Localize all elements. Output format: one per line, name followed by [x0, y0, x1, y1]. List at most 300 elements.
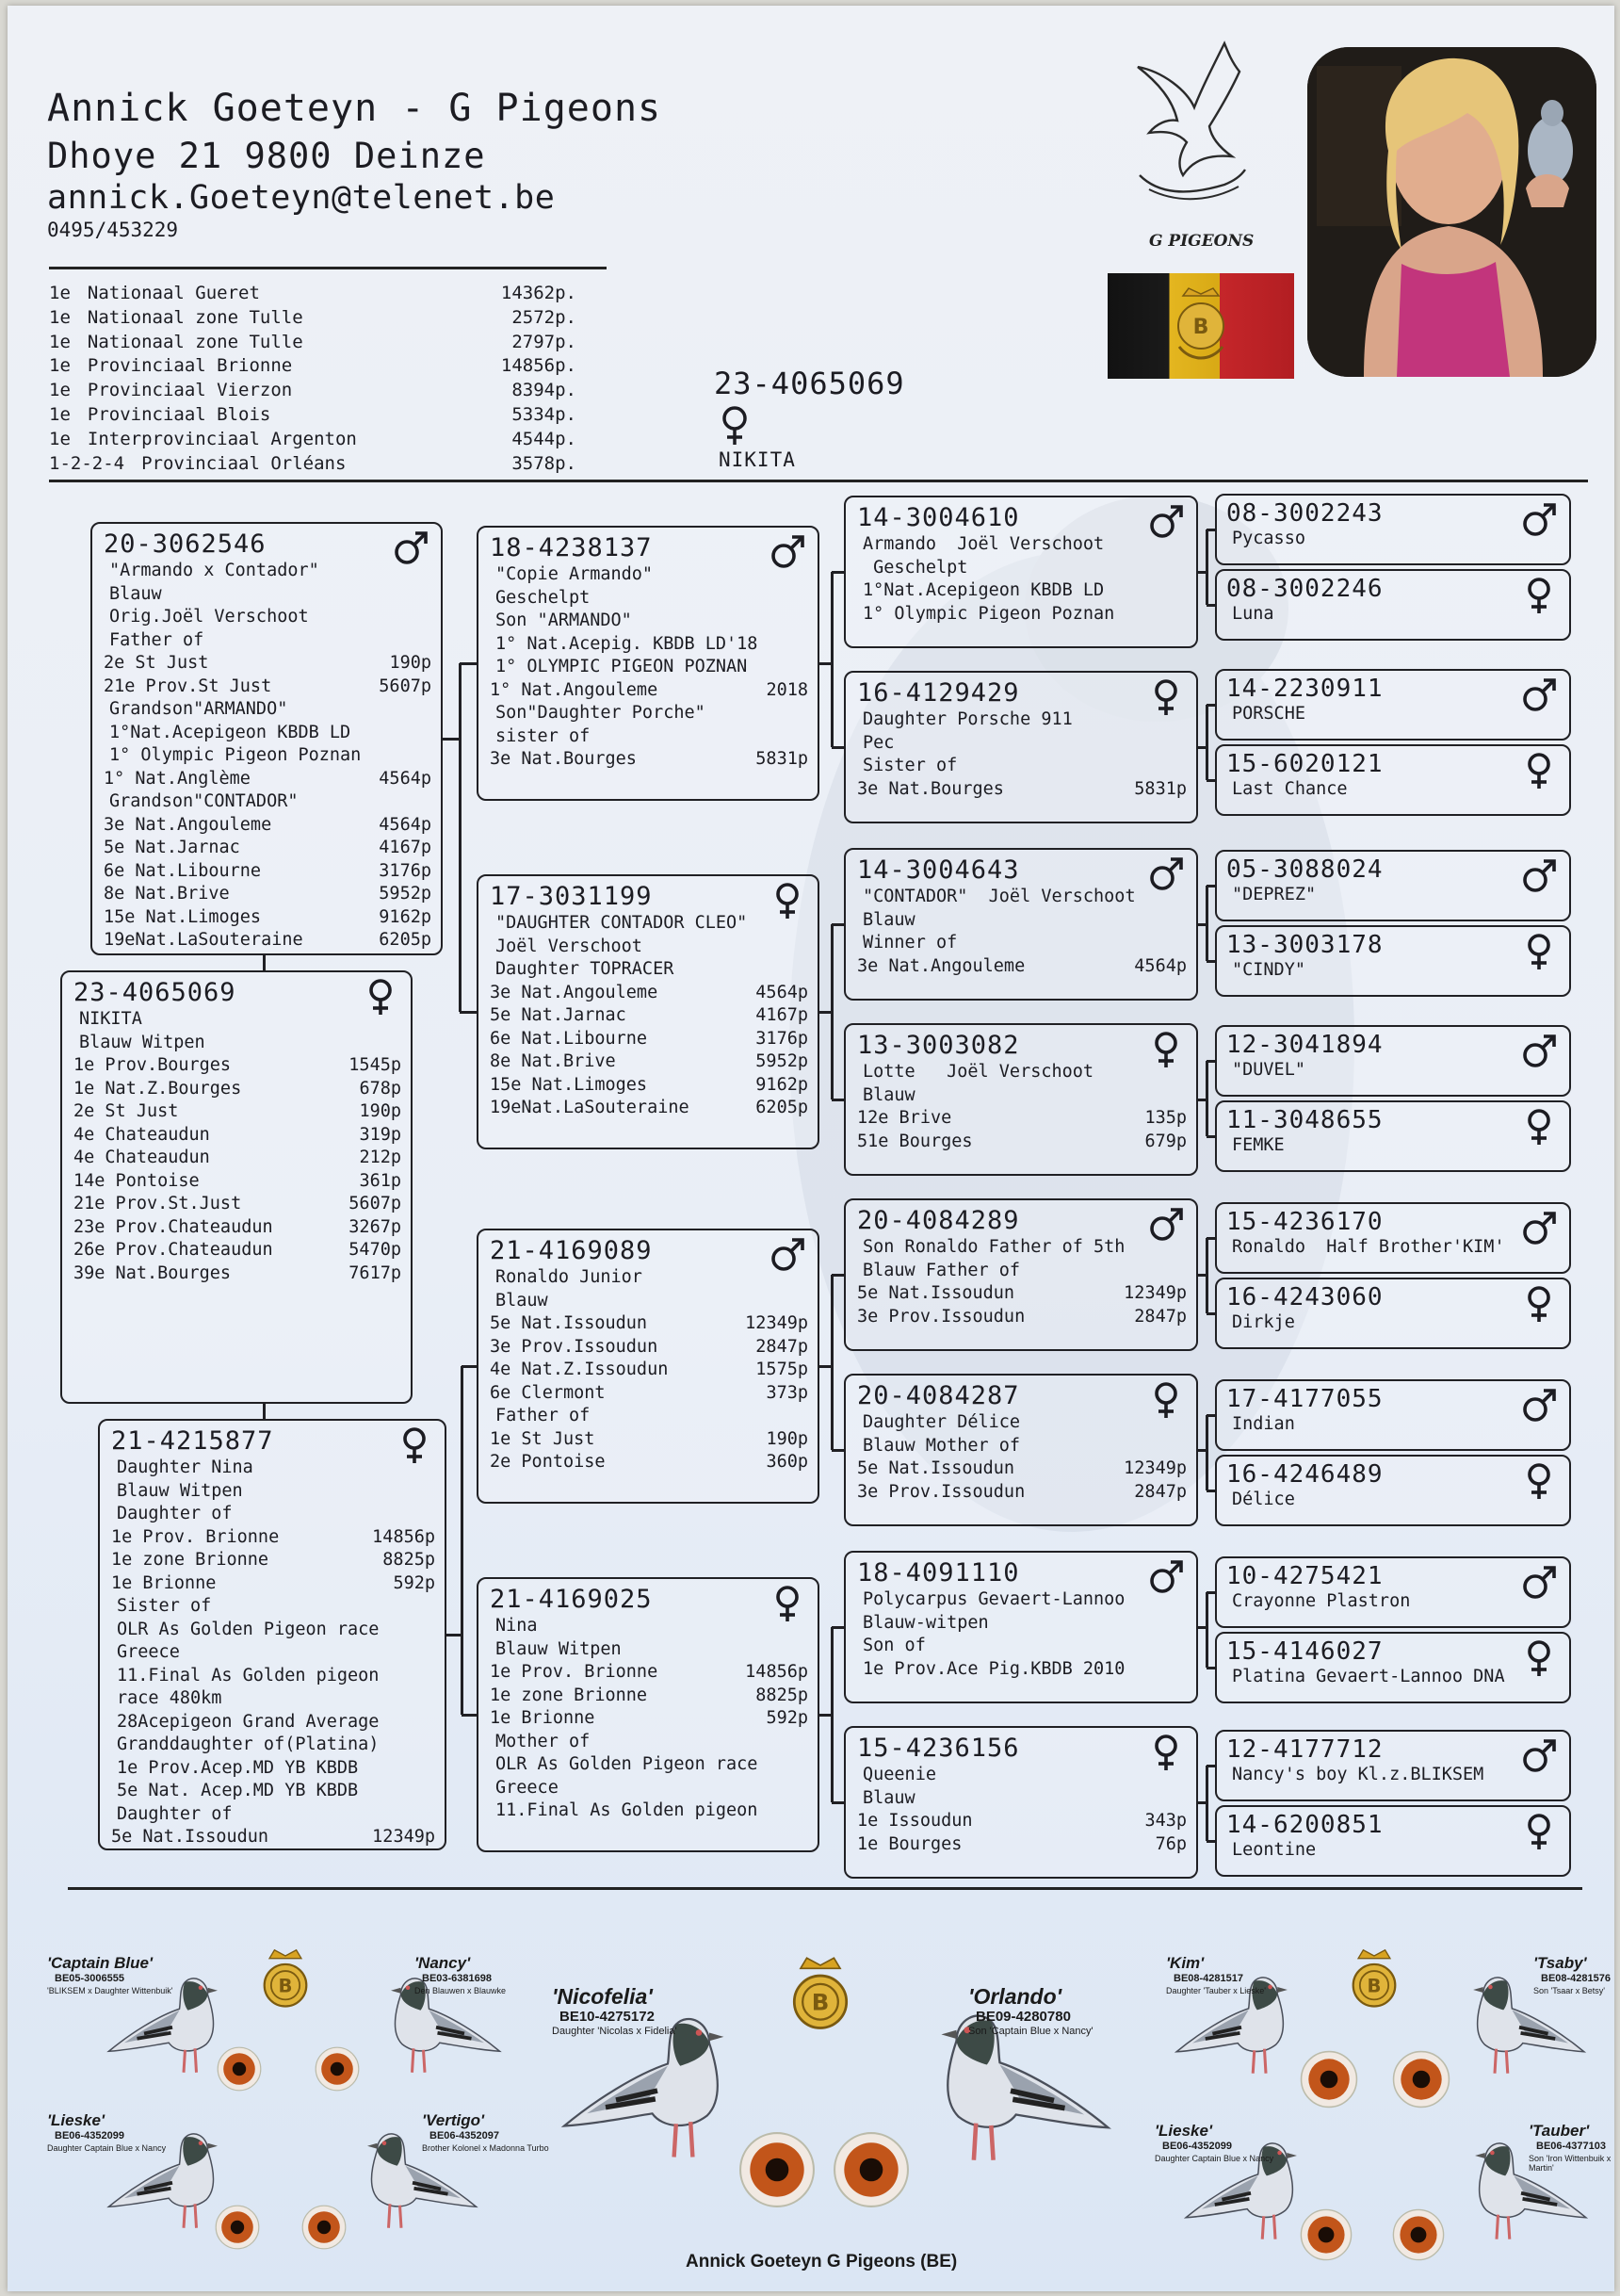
- result-row: [49, 355, 576, 376]
- pedigree-box-13-3003178: [1215, 925, 1571, 997]
- banner-pigeon-parents: 'BLIKSEM x Daughter Wittenbuik': [47, 1986, 173, 1995]
- pedigree-line: [1226, 778, 1560, 802]
- ring-number: 16-4129429: [857, 678, 1020, 708]
- line-text: Daughter TOPRACER: [495, 959, 674, 979]
- line-count: 14856p: [372, 1526, 435, 1547]
- banner-pigeon-ring: BE10-4275172: [559, 2009, 655, 2025]
- pedigree-line: [73, 1239, 401, 1262]
- tree-connector: [831, 924, 834, 1099]
- banner-pigeon-name: 'Nicofelia': [552, 1984, 653, 2009]
- line-text: "CINDY": [1232, 960, 1305, 980]
- kbdb-medal-icon: [1166, 286, 1236, 366]
- result-row: [49, 332, 576, 352]
- line-text: Blauw: [863, 909, 915, 930]
- line-text: Blauw-witpen: [863, 1612, 989, 1633]
- breeder-email: annick.Goeteyn@telenet.be: [47, 179, 556, 217]
- pedigree-line: [857, 579, 1187, 603]
- male-icon: [1520, 501, 1558, 539]
- result-place-race: [49, 307, 303, 328]
- line-text: Daughter of: [117, 1803, 233, 1824]
- ring-number: 12-3041894: [1226, 1031, 1384, 1059]
- line-count: 12349p: [745, 1313, 808, 1333]
- result-race: Nationaal Gueret: [87, 283, 260, 303]
- line-count: 76p: [1155, 1833, 1187, 1854]
- line-text: Ronaldo Half Brother'KIM': [1232, 1237, 1505, 1257]
- line-text: Délice: [1232, 1490, 1295, 1509]
- line-text: Nancy's boy Kl.z.BLIKSEM: [1232, 1765, 1484, 1784]
- banner-pigeon-ring: BE08-4281576: [1541, 1973, 1612, 1984]
- line-count: 319p: [359, 1124, 401, 1145]
- tree-connector: [831, 572, 834, 747]
- pedigree-line: [490, 1074, 808, 1098]
- banner-pigeon-ring: BE05-3006555: [55, 1973, 125, 1984]
- tree-connector: [1207, 1667, 1215, 1669]
- line-text: Pec: [863, 732, 895, 753]
- svg-text:B: B: [1367, 1975, 1382, 1997]
- line-count: 8825p: [382, 1550, 435, 1570]
- ring-number: 23-4065069: [73, 978, 236, 1007]
- pigeon-eye-picture: [833, 2131, 910, 2208]
- result-row: [49, 307, 576, 328]
- line-count: 3176p: [379, 860, 431, 881]
- pigeon-eye-picture: [215, 2205, 260, 2250]
- line-count: 9162p: [755, 1074, 808, 1095]
- pedigree-line: [490, 1685, 808, 1708]
- line-text: Orig.Joël Verschoot: [109, 607, 309, 627]
- line-count: 4564p: [1134, 955, 1187, 976]
- pedigree-box-17-3031199: [477, 874, 819, 1149]
- tree-connector: [1207, 604, 1215, 607]
- result-pigeons: 4544p.: [511, 428, 576, 449]
- line-text: 15e Nat.Limoges: [490, 1074, 648, 1095]
- line-text: Ronaldo Junior: [495, 1267, 642, 1287]
- line-text: 1e Prov.Acep.MD YB KBDB: [117, 1757, 359, 1778]
- line-text: Father of: [495, 1406, 591, 1425]
- pedigree-line: [73, 1170, 401, 1194]
- pigeon-eye-picture: [217, 2046, 262, 2092]
- banner-pigeon-name: 'Lieske': [1155, 2122, 1213, 2140]
- pedigree-box-10-4275421: [1215, 1556, 1571, 1628]
- line-text: 15e Nat.Limoges: [104, 906, 262, 927]
- line-text: 3e Nat.Bourges: [490, 749, 637, 769]
- pedigree-line: [1226, 1489, 1560, 1512]
- female-icon: [1520, 933, 1558, 970]
- ring-number: 15-6020121: [1226, 750, 1384, 778]
- male-icon: [1520, 1564, 1558, 1602]
- kbdb-medal-icon: [1343, 1948, 1405, 2019]
- pedigree-line: [857, 533, 1187, 557]
- line-text: Lotte Joël Verschoot: [863, 1062, 1094, 1082]
- line-count: 360p: [766, 1452, 808, 1472]
- line-count: 6205p: [755, 1098, 808, 1117]
- banner-pigeon-ring: BE06-4352099: [55, 2130, 125, 2141]
- line-count: 5952p: [755, 1051, 808, 1071]
- pedigree-line: [111, 1757, 435, 1781]
- line-text: Blauw Mother of: [863, 1435, 1021, 1456]
- banner-pigeon-name: 'Kim': [1166, 1954, 1205, 1972]
- pedigree-line: [104, 583, 431, 607]
- pedigree-line: [490, 1638, 808, 1662]
- line-text: 21e Prov.St.Just: [73, 1194, 242, 1213]
- pedigree-line: [1226, 1839, 1560, 1863]
- ring-number: 15-4236156: [857, 1734, 1020, 1763]
- pedigree-line: [111, 1687, 435, 1711]
- banner-pigeon-parents: Brother Kolonel x Madonna Turbo: [422, 2143, 549, 2153]
- ring-number: 17-3031199: [490, 882, 653, 911]
- line-text: "DUVEL": [1232, 1060, 1305, 1080]
- tree-connector: [1206, 1061, 1208, 1136]
- pedigree-box-16-4243060: [1215, 1278, 1571, 1349]
- pedigree-line: [857, 1084, 1187, 1108]
- banner-pigeon-parents: Son 'Iron Wittenbuik x Martin': [1529, 2154, 1612, 2173]
- line-count: 1575p: [755, 1360, 808, 1379]
- pedigree-line: [1226, 1590, 1560, 1614]
- male-icon: [1520, 1210, 1558, 1247]
- line-text: 5e Nat.Issoudun: [111, 1827, 269, 1847]
- pigeon-eye-picture: [315, 2046, 360, 2092]
- tree-connector: [1206, 886, 1208, 961]
- line-text: 3e Prov.Issoudun: [857, 1306, 1026, 1327]
- line-text: 4e Chateaudun: [73, 1148, 210, 1167]
- line-text: Blauw: [863, 1787, 915, 1808]
- line-count: 2847p: [1134, 1306, 1187, 1327]
- pedigree-line: [111, 1734, 435, 1757]
- pedigree-box-18-4091110: [844, 1551, 1198, 1703]
- result-place: 1e: [49, 283, 71, 303]
- line-text: 4e Chateaudun: [73, 1124, 210, 1145]
- line-text: Joël Verschoot: [495, 936, 642, 956]
- result-row: [49, 429, 576, 449]
- result-pigeons: 5334p.: [511, 404, 576, 425]
- pedigree-box-15-4236170: [1215, 1202, 1571, 1274]
- pedigree-line: [857, 1764, 1187, 1787]
- line-count: 679p: [1144, 1131, 1187, 1151]
- pedigree-line: [111, 1526, 435, 1550]
- ring-number: 08-3002243: [1226, 499, 1384, 528]
- line-text: Geschelpt: [863, 557, 968, 578]
- pedigree-line: [857, 1833, 1187, 1857]
- svg-text:B: B: [278, 1975, 293, 1997]
- line-text: 6e Nat.Libourne: [490, 1028, 648, 1049]
- pedigree-line: [111, 1826, 435, 1849]
- line-text: 1° Olympic Pigeon Poznan: [863, 603, 1115, 624]
- tree-connector: [1207, 1490, 1215, 1492]
- pedigree-box-21-4169089: [477, 1229, 819, 1504]
- line-text: Daughter Délice: [863, 1412, 1021, 1432]
- pedigree-line: [73, 1147, 401, 1170]
- pedigree-line: [104, 837, 431, 860]
- male-icon: [1520, 1737, 1558, 1775]
- line-count: 5831p: [1134, 778, 1187, 799]
- line-text: Daughter of: [117, 1504, 233, 1523]
- pedigree-line: [857, 1588, 1187, 1612]
- pedigree-line: [1226, 1236, 1560, 1260]
- line-text: FEMKE: [1232, 1135, 1285, 1155]
- pedigree-line: [104, 860, 431, 884]
- tree-connector: [1207, 779, 1215, 782]
- pedigree-line: [857, 1131, 1187, 1154]
- banner-pigeon-name: 'Nancy': [414, 1954, 471, 1972]
- result-pigeons: 14362p.: [500, 283, 576, 303]
- pedigree-line: [490, 563, 808, 587]
- dove-hand-logo: [1121, 34, 1253, 227]
- pedigree-box-21-4169025: [477, 1577, 819, 1852]
- pedigree-line: [104, 698, 431, 722]
- pedigree-line: [104, 722, 431, 745]
- line-count: 12349p: [1124, 1458, 1187, 1478]
- pedigree-line: [490, 1359, 808, 1382]
- pedigree-line: [857, 1481, 1187, 1505]
- banner-pigeon-parents: Son 'Tsaar x Betsy': [1533, 1986, 1605, 1995]
- pedigree-line: [857, 778, 1187, 802]
- line-text: 2e St Just: [104, 653, 209, 673]
- female-icon: [1520, 1639, 1558, 1677]
- pedigree-box-05-3088024: [1215, 850, 1571, 921]
- pedigree-line: [857, 1435, 1187, 1458]
- male-icon: [1147, 1558, 1185, 1596]
- tree-connector: [460, 662, 477, 665]
- female-icon: [1520, 577, 1558, 614]
- pedigree-line: [490, 1451, 808, 1474]
- line-text: 11.Final As Golden pigeon: [117, 1665, 380, 1685]
- pedigree-line: [111, 1549, 435, 1572]
- line-text: Greece: [117, 1642, 180, 1662]
- pigeon-eye-picture: [1300, 2208, 1353, 2261]
- svg-text:B: B: [811, 1988, 830, 2016]
- result-place: 1-2-2-4: [49, 452, 125, 474]
- main-ring-number: 23-4065069: [714, 366, 905, 401]
- pedigree-line: [73, 1032, 401, 1055]
- line-count: 4564p: [379, 814, 431, 835]
- female-icon: [769, 882, 806, 920]
- ring-number: 12-4177712: [1226, 1735, 1384, 1764]
- line-text: Mother of: [495, 1731, 591, 1751]
- result-pigeons: 14856p.: [500, 355, 576, 377]
- line-text: 1e Bourges: [857, 1833, 963, 1854]
- line-text: 5e Nat.Jarnac: [104, 838, 240, 857]
- pedigree-line: [73, 1100, 401, 1124]
- line-count: 5470p: [348, 1240, 401, 1260]
- result-pigeons: 2572p.: [511, 306, 576, 328]
- result-race: Provinciaal Vierzon: [87, 380, 293, 401]
- pedigree-box-23-4065069: [60, 970, 413, 1404]
- line-text: 3e Nat.Bourges: [857, 778, 1004, 799]
- tree-connector: [1207, 885, 1215, 887]
- tree-connector: [831, 1627, 834, 1802]
- tree-connector: [443, 738, 460, 741]
- pedigree-line: [104, 906, 431, 930]
- line-text: 12e Brive: [857, 1108, 952, 1128]
- result-place: 1e: [49, 331, 71, 352]
- line-count: 678p: [359, 1078, 401, 1099]
- line-text: Geschelpt: [495, 587, 591, 608]
- female-icon: [1520, 1108, 1558, 1146]
- kbdb-medal-icon: [254, 1948, 316, 2019]
- pedigree-line: [111, 1780, 435, 1803]
- line-text: Son Ronaldo Father of 5th: [863, 1237, 1126, 1257]
- result-place: 1e: [49, 355, 71, 377]
- line-count: 4167p: [755, 1005, 808, 1025]
- result-place: 1e: [49, 428, 71, 449]
- tree-connector: [832, 923, 844, 926]
- pedigree-box-11-3048655: [1215, 1100, 1571, 1172]
- line-text: "DAUGHTER CONTADOR CLEO": [495, 913, 748, 933]
- pedigree-line: [857, 603, 1187, 627]
- header-divider: [49, 267, 607, 269]
- male-icon: [1520, 676, 1558, 714]
- pedigree-line: [1226, 603, 1560, 627]
- line-count: 12349p: [1124, 1283, 1187, 1303]
- pigeon-eye-picture: [1300, 2050, 1358, 2109]
- pedigree-line: [1226, 1134, 1560, 1158]
- pedigree-box-13-3003082: [844, 1023, 1198, 1176]
- line-text: 8e Nat.Brive: [490, 1051, 616, 1071]
- female-icon: [1520, 1462, 1558, 1500]
- pedigree-line: [490, 1707, 808, 1731]
- line-text: Polycarpus Gevaert-Lannoo: [863, 1589, 1126, 1609]
- pedigree-line: [857, 1260, 1187, 1283]
- line-count: 5607p: [348, 1194, 401, 1213]
- line-text: Crayonne Plastron: [1232, 1591, 1411, 1611]
- pedigree-line: [73, 1216, 401, 1240]
- tree-connector: [1207, 529, 1215, 531]
- result-row: [49, 380, 576, 400]
- male-icon: [392, 529, 429, 567]
- line-count: 3176p: [755, 1028, 808, 1049]
- pedigree-line: [490, 1050, 808, 1074]
- pedigree-line: [104, 883, 431, 906]
- banner-pigeon-ring: BE09-4280780: [976, 2009, 1071, 2025]
- pedigree-line: [1226, 1311, 1560, 1335]
- line-text: 5e Nat.Issoudun: [857, 1283, 1015, 1303]
- result-place-race: [49, 332, 303, 352]
- line-text: 1° OLYMPIC PIGEON POZNAN: [495, 657, 748, 676]
- female-icon: [718, 405, 752, 447]
- pedigree-line: [104, 652, 431, 676]
- tree-connector: [832, 746, 844, 749]
- line-count: 12349p: [372, 1827, 435, 1847]
- pedigree-line: [1226, 1764, 1560, 1787]
- pigeon-eye-picture: [1392, 2208, 1445, 2261]
- pedigree-line: [490, 936, 808, 959]
- female-icon: [1147, 1031, 1185, 1068]
- pedigree-line: [857, 909, 1187, 933]
- pedigree-box-14-6200851: [1215, 1805, 1571, 1877]
- pedigree-line: [73, 1193, 401, 1216]
- pedigree-line: [490, 1028, 808, 1051]
- result-row: [49, 453, 576, 474]
- pedigree-line: [490, 1615, 808, 1638]
- result-row: [49, 283, 576, 303]
- tree-connector: [263, 1404, 266, 1419]
- tree-connector: [462, 1365, 477, 1368]
- pedigree-line: [857, 1306, 1187, 1329]
- pedigree-box-18-4238137: [477, 526, 819, 801]
- pedigree-line: [1226, 703, 1560, 726]
- tree-connector: [1207, 1765, 1215, 1767]
- result-place-race: [49, 355, 292, 376]
- line-text: Blauw: [863, 1084, 915, 1105]
- banner-pigeon-ring: BE06-4377103: [1536, 2141, 1607, 2152]
- pedigree-line: [490, 1097, 808, 1120]
- line-text: Nina: [495, 1616, 538, 1636]
- ring-number: 05-3088024: [1226, 855, 1384, 884]
- pedigree-box-21-4215877: [98, 1419, 446, 1850]
- pedigree-line: [490, 912, 808, 936]
- ring-number: 13-3003082: [857, 1031, 1020, 1060]
- pedigree-line: [104, 814, 431, 838]
- pedigree-line: [490, 679, 808, 703]
- pigeon-eye-picture: [1392, 2050, 1450, 2109]
- line-text: Winner of: [863, 933, 958, 953]
- male-icon: [769, 1236, 806, 1274]
- line-text: 1e Issoudun: [857, 1811, 973, 1831]
- line-text: Sister of: [863, 756, 958, 775]
- line-text: 14e Pontoise: [73, 1170, 200, 1191]
- pedigree-line: [1226, 1666, 1560, 1689]
- pedigree-line: [111, 1503, 435, 1526]
- line-text: 26e Prov.Chateaudun: [73, 1240, 273, 1260]
- main-pigeon-name: NIKITA: [719, 448, 796, 471]
- pedigree-line: [111, 1480, 435, 1504]
- pedigree-line: [104, 744, 431, 768]
- line-count: 5952p: [379, 884, 431, 904]
- result-race: Provinciaal Blois: [87, 404, 271, 425]
- tree-connector: [832, 1626, 844, 1629]
- tree-connector: [1207, 1135, 1215, 1138]
- line-text: Daughter Nina: [117, 1457, 253, 1477]
- line-text: Luna: [1232, 604, 1274, 624]
- pedigree-line: [73, 1078, 401, 1101]
- line-text: 1e Prov.Bourges: [73, 1055, 232, 1075]
- svg-text:B: B: [1192, 316, 1209, 339]
- pedigree-line: [1226, 959, 1560, 983]
- banner-pigeon-parents: Den Blauwen x Blauwke: [414, 1986, 507, 1995]
- pedigree-line: [490, 656, 808, 679]
- pedigree-box-15-4236156: [844, 1726, 1198, 1879]
- result-place: 1e: [49, 306, 71, 328]
- tree-connector: [1206, 529, 1208, 605]
- line-count: 7617p: [348, 1262, 401, 1283]
- line-count: 592p: [393, 1572, 435, 1593]
- ring-number: 08-3002246: [1226, 575, 1384, 603]
- pedigree-line: [490, 1753, 808, 1777]
- line-count: 135p: [1144, 1108, 1187, 1128]
- line-text: Blauw: [109, 583, 162, 604]
- pedigree-line: [490, 1266, 808, 1290]
- female-icon: [1147, 1734, 1185, 1771]
- line-text: 5e Nat.Jarnac: [490, 1005, 626, 1025]
- line-text: Father of: [109, 629, 204, 650]
- banner-pigeon-name: 'Tauber': [1529, 2122, 1590, 2140]
- line-text: 1° Nat.Acepig. KBDB LD'18: [495, 633, 758, 654]
- line-text: "DEPREZ": [1232, 885, 1317, 904]
- tree-connector: [1206, 705, 1208, 780]
- line-count: 190p: [766, 1428, 808, 1449]
- line-text: 39e Nat.Bourges: [73, 1262, 232, 1283]
- line-text: 21e Prov.St Just: [104, 676, 272, 696]
- tree-connector: [1207, 704, 1215, 707]
- pedigree-line: [490, 1312, 808, 1336]
- tree-connector: [1207, 960, 1215, 963]
- pedigree-box-14-3004610: [844, 496, 1198, 648]
- banner-pigeon-name: 'Vertigo': [422, 2111, 485, 2129]
- banner-pigeon-ring: BE08-4281517: [1174, 1973, 1244, 1984]
- line-text: 1e zone Brionne: [490, 1685, 648, 1705]
- ring-number: 18-4091110: [857, 1558, 1020, 1588]
- kbdb-medal-icon: [782, 1956, 859, 2044]
- tree-connector: [832, 1449, 844, 1452]
